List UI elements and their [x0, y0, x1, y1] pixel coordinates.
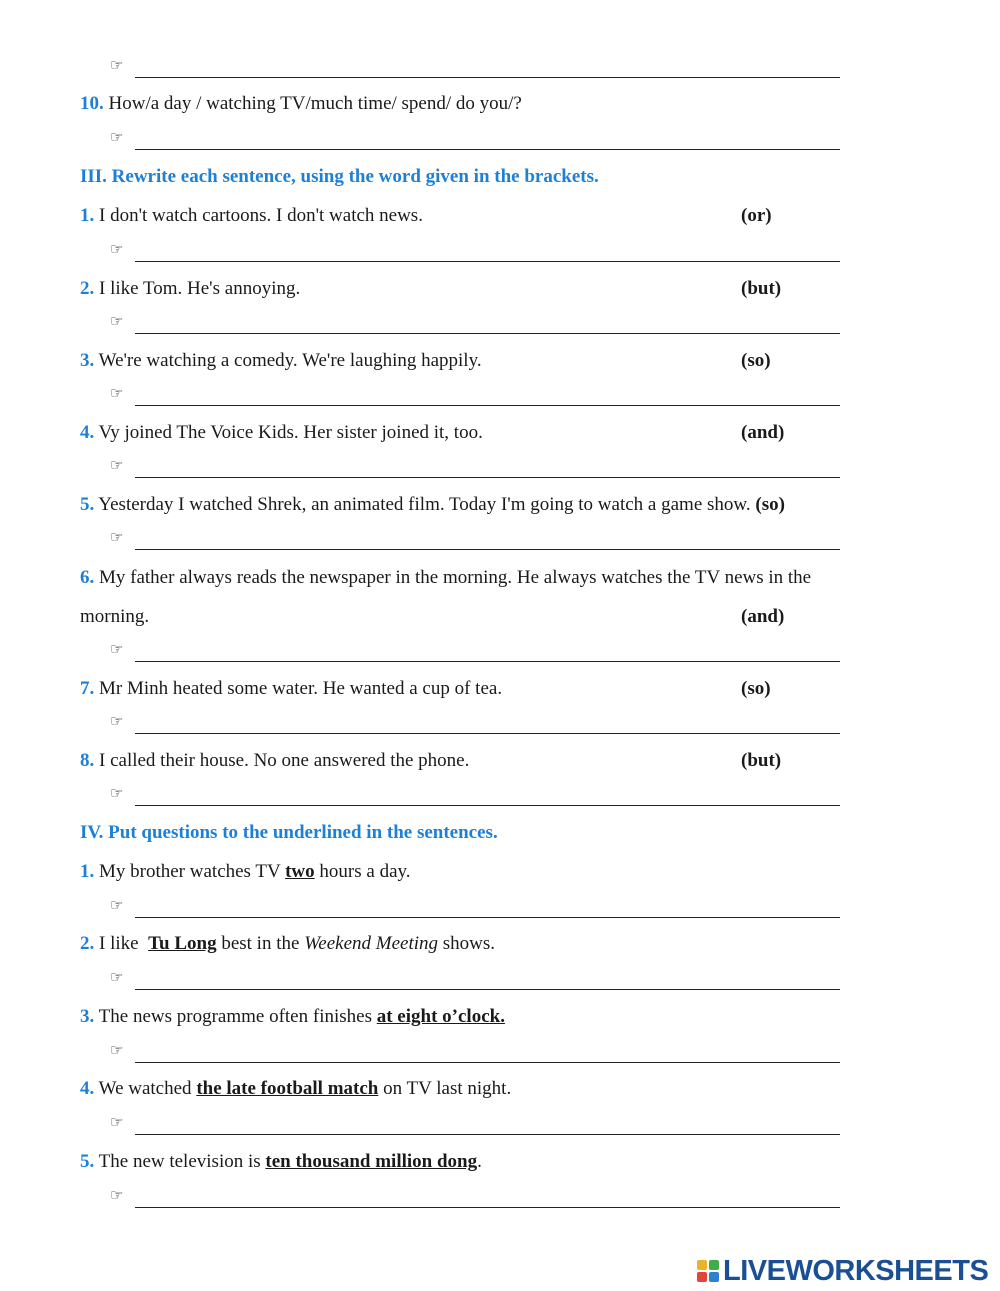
question-item	[80, 566, 811, 590]
answer-line[interactable]	[110, 128, 840, 152]
question-number: 2.	[80, 933, 95, 954]
answer-underline	[135, 1062, 840, 1063]
underlined-answer: ten thousand million dong	[265, 1151, 478, 1172]
underlined-answer: the late football match	[196, 1078, 379, 1099]
underlined-answer: Tu Long	[148, 933, 217, 954]
answer-underline	[135, 477, 840, 478]
underlined-answer: two	[285, 861, 315, 882]
answer-underline	[135, 733, 840, 734]
question-text: We watched	[94, 1078, 197, 1099]
pointing-hand-icon: ☞	[110, 1115, 124, 1131]
question-item	[80, 204, 423, 228]
answer-line[interactable]	[110, 1113, 840, 1137]
answer-line[interactable]	[110, 896, 840, 920]
bracket-hint: (but)	[741, 750, 782, 771]
pointing-hand-icon: ☞	[110, 130, 124, 146]
answer-line[interactable]	[110, 528, 840, 552]
question-number: 5.	[80, 494, 95, 515]
question-text: Yesterday I watched Shrek, an animated film. Today I'm going to watch a game show.	[94, 494, 756, 515]
bracket-hint: (and)	[741, 422, 785, 443]
pointing-hand-icon: ☞	[110, 898, 124, 914]
bracket-hint: (or)	[741, 205, 772, 226]
question-text: The new television is	[94, 1151, 266, 1172]
question-item	[80, 1150, 482, 1174]
question-text: on TV last night.	[378, 1078, 512, 1099]
question-text: shows.	[438, 933, 496, 954]
answer-line[interactable]	[110, 968, 840, 992]
question-text: My father always reads the newspaper in the morning. He always watches the TV news in the	[94, 567, 812, 588]
answer-underline	[135, 149, 840, 150]
answer-underline	[135, 661, 840, 662]
pointing-hand-icon: ☞	[110, 714, 124, 730]
question-item	[80, 1005, 505, 1029]
answer-line[interactable]	[110, 1186, 840, 1210]
answer-underline	[135, 405, 840, 406]
bracket-hint: (so)	[741, 350, 771, 371]
question-text: best in the	[216, 933, 305, 954]
pointing-hand-icon: ☞	[110, 386, 124, 402]
answer-underline	[135, 989, 840, 990]
question-text: .	[477, 1151, 482, 1172]
question-text-continued: morning.	[80, 606, 150, 627]
pointing-hand-icon: ☞	[110, 58, 124, 74]
answer-underline	[135, 333, 840, 334]
answer-underline	[135, 917, 840, 918]
question-text: I like	[94, 933, 149, 954]
answer-underline	[135, 261, 840, 262]
answer-underline	[135, 805, 840, 806]
bracket-hint: (and)	[741, 606, 785, 627]
underlined-answer: at eight o’clock.	[376, 1006, 505, 1027]
question-text: My brother watches TV	[94, 861, 286, 882]
question-number: 1.	[80, 861, 95, 882]
show-title: Weekend Meeting	[304, 933, 439, 954]
question-text: Vy joined The Voice Kids. Her sister joined it, too.	[94, 422, 483, 443]
question-number: 5.	[80, 1151, 95, 1172]
question-text: The news programme often finishes	[94, 1006, 377, 1027]
answer-underline	[135, 549, 840, 550]
answer-underline	[135, 1207, 840, 1208]
question-text: We're watching a comedy. We're laughing happily.	[94, 350, 482, 371]
answer-underline	[135, 1134, 840, 1135]
pointing-hand-icon: ☞	[110, 242, 124, 258]
question-number: 4.	[80, 422, 95, 443]
question-item	[80, 349, 482, 373]
question-number: 10.	[80, 93, 104, 114]
pointing-hand-icon: ☞	[110, 970, 124, 986]
answer-underline	[135, 77, 840, 78]
pointing-hand-icon: ☞	[110, 786, 124, 802]
question-number: 7.	[80, 678, 95, 699]
bracket-hint: (so)	[741, 678, 771, 699]
section-heading: IV. Put questions to the underlined in the sentences.	[80, 822, 498, 843]
question-number: 6.	[80, 567, 95, 588]
pointing-hand-icon: ☞	[110, 1188, 124, 1204]
question-item	[80, 1077, 511, 1101]
question-number: 3.	[80, 1006, 95, 1027]
bracket-hint: (but)	[741, 278, 782, 299]
pointing-hand-icon: ☞	[110, 1043, 124, 1059]
question-item	[80, 277, 300, 301]
answer-line[interactable]	[110, 56, 840, 80]
bracket-hint: (so)	[755, 494, 785, 515]
question-number: 4.	[80, 1078, 95, 1099]
question-item	[80, 860, 411, 884]
answer-line[interactable]	[110, 712, 840, 736]
question-10	[80, 92, 522, 116]
answer-line[interactable]	[110, 240, 840, 264]
question-number: 3.	[80, 350, 95, 371]
question-item	[80, 677, 502, 701]
pointing-hand-icon: ☞	[110, 530, 124, 546]
question-text: I called their house. No one answered the phone.	[94, 750, 470, 771]
question-item	[80, 749, 469, 773]
liveworksheets-icon	[697, 1260, 719, 1282]
question-text: I don't watch cartoons. I don't watch news.	[94, 205, 423, 226]
liveworksheets-logo[interactable]	[697, 1255, 988, 1287]
answer-line[interactable]	[110, 784, 840, 808]
question-item	[80, 932, 495, 956]
answer-line[interactable]	[110, 312, 840, 336]
question-text: Mr Minh heated some water. He wanted a cup of tea.	[94, 678, 503, 699]
pointing-hand-icon: ☞	[110, 314, 124, 330]
pointing-hand-icon: ☞	[110, 642, 124, 658]
question-text: hours a day.	[314, 861, 411, 882]
answer-line[interactable]	[110, 384, 840, 408]
question-item	[80, 493, 785, 517]
section-heading: III. Rewrite each sentence, using the word given in the brackets.	[80, 166, 599, 187]
question-text: I like Tom. He's annoying.	[94, 278, 301, 299]
question-number: 1.	[80, 205, 95, 226]
answer-line[interactable]	[110, 1041, 840, 1065]
logo-text: LIVEWORKSHEETS	[723, 1254, 989, 1287]
question-item	[80, 421, 483, 445]
question-text: How/a day / watching TV/much time/ spend/ do you/?	[103, 93, 522, 114]
answer-line[interactable]	[110, 640, 840, 664]
question-number: 8.	[80, 750, 95, 771]
answer-line[interactable]	[110, 456, 840, 480]
pointing-hand-icon: ☞	[110, 458, 124, 474]
question-number: 2.	[80, 278, 95, 299]
